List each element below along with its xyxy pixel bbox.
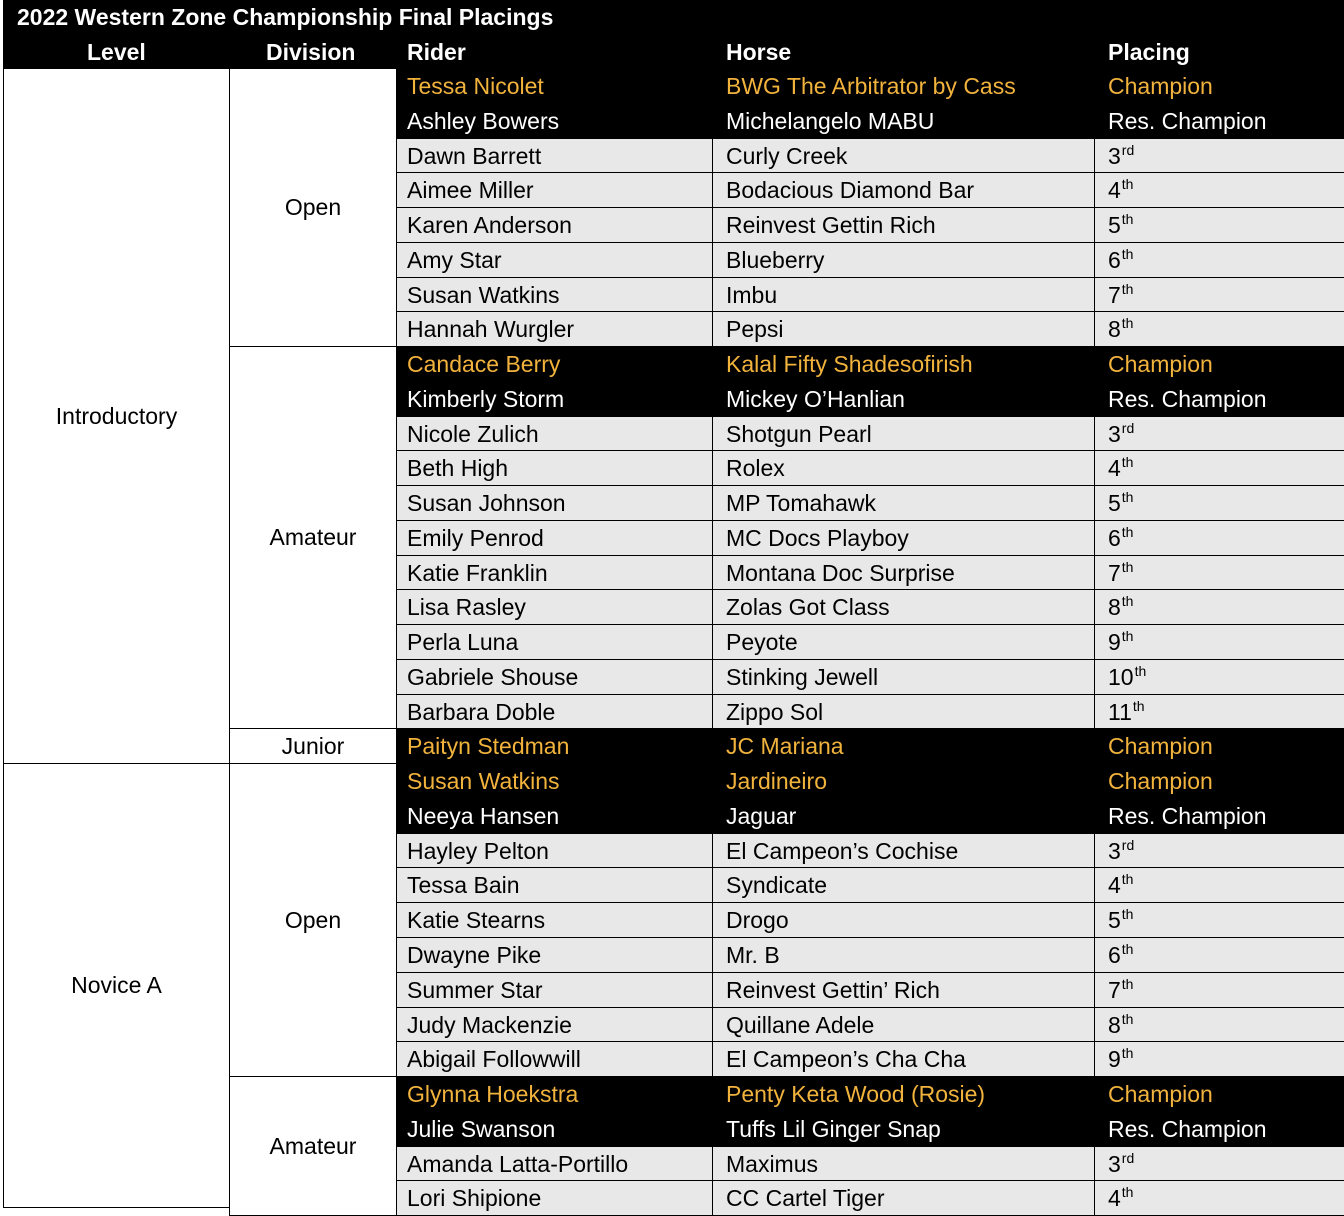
table-row: [396, 903, 1344, 938]
column-divider: [1094, 451, 1095, 485]
column-divider: [1094, 173, 1095, 207]
placing: [1108, 729, 1213, 763]
table-row: [396, 973, 1344, 1008]
column-divider: [712, 903, 713, 937]
placing-suffix: th: [1121, 628, 1134, 644]
placing-suffix: th: [1121, 524, 1134, 540]
horse-name: BWG The Arbitrator by Cass: [726, 73, 1016, 99]
column-divider: [1094, 278, 1095, 311]
column-divider: [712, 417, 713, 450]
column-divider: [712, 451, 713, 485]
horse-name: Zolas Got Class: [726, 594, 890, 620]
column-divider: [1094, 1008, 1095, 1041]
placing: [1108, 868, 1133, 902]
column-divider: [712, 973, 713, 1007]
placing-value: Champion: [1108, 351, 1213, 377]
placing: [1108, 312, 1133, 346]
column-divider: [1094, 695, 1095, 728]
placing-value: 7: [1108, 282, 1121, 308]
placing: [1108, 347, 1213, 381]
placing: [1108, 625, 1133, 659]
placing-value: 6: [1108, 247, 1121, 273]
table-row: [396, 556, 1344, 590]
table-row: [396, 799, 1344, 834]
placing: [1108, 903, 1133, 937]
placing-suffix: th: [1121, 593, 1134, 609]
title-bar: [3, 0, 1344, 35]
placing-value: 9: [1108, 629, 1121, 655]
table-row: [396, 1077, 1344, 1112]
placing-suffix: th: [1121, 281, 1134, 297]
column-divider: [1094, 312, 1095, 346]
division-cell: [229, 729, 397, 764]
placing-suffix: th: [1121, 315, 1134, 331]
placing: [1108, 173, 1133, 207]
horse-name: Stinking Jewell: [726, 664, 879, 690]
placing-value: 10: [1108, 664, 1134, 690]
table-row: [396, 1181, 1344, 1216]
placing-suffix: th: [1121, 871, 1134, 887]
column-divider: [1094, 1042, 1095, 1076]
rider-name: Nicole Zulich: [407, 421, 539, 447]
placing-value: 3: [1108, 143, 1121, 169]
table-row: [396, 208, 1344, 243]
horse-name: Shotgun Pearl: [726, 421, 872, 447]
column-divider: [712, 173, 713, 207]
placing: [1108, 521, 1133, 555]
placing: [1108, 1181, 1133, 1215]
placing-suffix: th: [1134, 663, 1147, 679]
horse-name: El Campeon’s Cochise: [726, 838, 959, 864]
table-row: [396, 834, 1344, 868]
column-divider: [712, 868, 713, 902]
column-divider: [712, 1181, 713, 1215]
placing-value: 8: [1108, 1012, 1121, 1038]
horse-name: Curly Creek: [726, 143, 848, 169]
placing: [1108, 834, 1134, 868]
table-row: [396, 1147, 1344, 1181]
horse-name: Mickey O’Hanlian: [726, 386, 905, 412]
column-divider: [712, 139, 713, 172]
horse-name: Montana Doc Surprise: [726, 560, 955, 586]
placing: [1108, 764, 1213, 798]
placing: [1108, 139, 1134, 173]
placing: [1108, 799, 1267, 833]
horse-name: Jaguar: [726, 803, 797, 829]
placing-suffix: th: [1132, 698, 1145, 714]
column-divider: [712, 695, 713, 728]
placing: [1108, 1077, 1213, 1111]
header-placing: Placing: [1108, 39, 1190, 65]
placing-suffix: th: [1121, 176, 1134, 192]
table-row: [396, 625, 1344, 660]
division-cell: [229, 1077, 397, 1216]
column-divider: [1094, 243, 1095, 277]
column-header-row: [3, 35, 1344, 69]
rider-name: Emily Penrod: [407, 525, 544, 551]
rider-name: Aimee Miller: [407, 177, 534, 203]
header-horse: Horse: [726, 39, 792, 65]
placing: [1108, 243, 1133, 277]
placing-value: 7: [1108, 560, 1121, 586]
placing: [1108, 590, 1133, 624]
placing-value: 6: [1108, 942, 1121, 968]
division-label: Open: [284, 194, 342, 220]
column-divider: [712, 486, 713, 520]
column-divider: [1094, 868, 1095, 902]
column-divider: [1094, 625, 1095, 659]
rider-name: Paityn Stedman: [407, 733, 570, 759]
division-label: Amateur: [269, 524, 357, 550]
rider-name: Glynna Hoekstra: [407, 1081, 579, 1107]
placing-value: 8: [1108, 594, 1121, 620]
division-label: Amateur: [269, 1132, 357, 1159]
horse-name: Kalal Fifty Shadesofirish: [726, 351, 973, 377]
header-division: Division: [266, 39, 356, 65]
horse-name: MP Tomahawk: [726, 490, 876, 516]
header-rider: Rider: [407, 39, 466, 65]
placing-value: 3: [1108, 1151, 1121, 1177]
placing-suffix: th: [1121, 1184, 1134, 1200]
rider-name: Susan Watkins: [407, 282, 560, 308]
placing-value: 3: [1108, 838, 1121, 864]
placing: [1108, 486, 1133, 520]
column-divider: [1094, 556, 1095, 589]
horse-name: Mr. B: [726, 942, 780, 968]
placing-suffix: th: [1121, 246, 1134, 262]
table-row: [396, 69, 1344, 104]
rider-name: Judy Mackenzie: [407, 1012, 572, 1038]
table-row: [396, 660, 1344, 695]
horse-name: Peyote: [726, 629, 798, 655]
placing-value: 9: [1108, 1046, 1121, 1072]
header-level: Level: [87, 39, 146, 65]
rider-name: Dwayne Pike: [407, 942, 542, 968]
rider-name: Perla Luna: [407, 629, 519, 655]
column-divider: [712, 556, 713, 589]
horse-name: Blueberry: [726, 247, 825, 273]
table-row: [396, 139, 1344, 173]
column-divider: [712, 660, 713, 694]
column-divider: [712, 834, 713, 867]
placing: [1108, 382, 1267, 416]
placing: [1108, 1042, 1133, 1076]
placing: [1108, 208, 1133, 242]
placing-suffix: th: [1121, 941, 1134, 957]
division-cell: [229, 347, 397, 729]
level-cell: [3, 69, 230, 764]
level-label: Introductory: [55, 402, 178, 429]
table-row: [396, 486, 1344, 521]
division-cell: [229, 69, 397, 347]
placing: [1108, 1112, 1267, 1146]
horse-name: Reinvest Gettin Rich: [726, 212, 936, 238]
placing: [1108, 451, 1133, 485]
column-divider: [1094, 139, 1095, 172]
placing: [1108, 104, 1267, 138]
horse-name: El Campeon’s Cha Cha: [726, 1046, 966, 1072]
column-divider: [1094, 590, 1095, 624]
rider-name: Hannah Wurgler: [407, 316, 575, 342]
table-row: [396, 417, 1344, 451]
rider-name: Dawn Barrett: [407, 143, 542, 169]
placing: [1108, 1147, 1134, 1181]
placing-value: 5: [1108, 907, 1121, 933]
placing-value: 4: [1108, 177, 1121, 203]
placing-value: 5: [1108, 490, 1121, 516]
horse-name: Imbu: [726, 282, 778, 308]
table-row: [396, 1042, 1344, 1077]
rider-name: Beth High: [407, 455, 509, 481]
column-divider: [1094, 208, 1095, 242]
table-row: [396, 382, 1344, 417]
column-divider: [1094, 903, 1095, 937]
rider-name: Tessa Bain: [407, 872, 520, 898]
level-cell: [3, 764, 230, 1208]
rider-name: Kimberly Storm: [407, 386, 565, 412]
placing-suffix: rd: [1121, 837, 1135, 853]
placing-value: Res. Champion: [1108, 803, 1267, 829]
column-divider: [1094, 521, 1095, 555]
rider-name: Tessa Nicolet: [407, 73, 544, 99]
placing-value: 6: [1108, 525, 1121, 551]
column-divider: [1094, 660, 1095, 694]
placing-value: Res. Champion: [1108, 108, 1267, 134]
horse-name: Rolex: [726, 455, 785, 481]
column-divider: [712, 1008, 713, 1041]
horse-name: Pepsi: [726, 316, 784, 342]
column-divider: [1094, 834, 1095, 867]
placing-suffix: th: [1121, 211, 1134, 227]
placing-value: 8: [1108, 316, 1121, 342]
horse-name: Reinvest Gettin’ Rich: [726, 977, 940, 1003]
placing-suffix: th: [1121, 489, 1134, 505]
column-divider: [1094, 1181, 1095, 1215]
placing-value: Champion: [1108, 768, 1213, 794]
placing-value: 5: [1108, 212, 1121, 238]
placing: [1108, 938, 1133, 972]
horse-name: Maximus: [726, 1151, 819, 1177]
table-row: [396, 312, 1344, 347]
column-divider: [1094, 486, 1095, 520]
rider-name: Amanda Latta-Portillo: [407, 1151, 629, 1177]
horse-name: Bodacious Diamond Bar: [726, 177, 975, 203]
column-divider: [712, 1147, 713, 1180]
table-row: [396, 1008, 1344, 1042]
column-divider: [712, 938, 713, 972]
rider-name: Ashley Bowers: [407, 108, 560, 134]
horse-name: Michelangelo MABU: [726, 108, 935, 134]
rider-name: Susan Johnson: [407, 490, 566, 516]
placing: [1108, 1008, 1133, 1042]
rider-name: Julie Swanson: [407, 1116, 556, 1142]
table-row: [396, 868, 1344, 903]
column-divider: [1094, 417, 1095, 450]
placing-value: Res. Champion: [1108, 386, 1267, 412]
horse-name: Zippo Sol: [726, 699, 824, 725]
horse-name: Quillane Adele: [726, 1012, 875, 1038]
rider-name: Abigail Followwill: [407, 1046, 581, 1072]
column-divider: [712, 208, 713, 242]
column-divider: [1094, 938, 1095, 972]
level-label: Novice A: [71, 972, 162, 998]
placing-suffix: th: [1121, 1045, 1134, 1061]
table-row: [396, 938, 1344, 973]
placing-value: 11: [1108, 699, 1132, 725]
table-row: [396, 521, 1344, 556]
horse-name: JC Mariana: [726, 733, 844, 759]
placing: [1108, 973, 1133, 1007]
table-row: [396, 590, 1344, 625]
placing: [1108, 695, 1145, 729]
table-row: [396, 729, 1344, 764]
placing: [1108, 417, 1134, 451]
rider-name: Summer Star: [407, 977, 543, 1003]
placing-suffix: rd: [1121, 142, 1135, 158]
placing-value: 4: [1108, 1185, 1121, 1211]
table-row: [396, 243, 1344, 278]
table-row: [396, 104, 1344, 139]
column-divider: [1094, 1147, 1095, 1180]
table-row: [396, 451, 1344, 486]
horse-name: CC Cartel Tiger: [726, 1185, 885, 1211]
table-row: [396, 347, 1344, 382]
table-row: [396, 695, 1344, 729]
placing-value: Champion: [1108, 73, 1213, 99]
rider-name: Susan Watkins: [407, 768, 560, 794]
column-divider: [712, 590, 713, 624]
placing-suffix: th: [1121, 976, 1134, 992]
table-row: [396, 764, 1344, 799]
placing-value: 4: [1108, 872, 1121, 898]
horse-name: Drogo: [726, 907, 789, 933]
column-divider: [712, 312, 713, 346]
placing: [1108, 556, 1133, 590]
placing-suffix: th: [1121, 454, 1134, 470]
placing: [1108, 278, 1133, 312]
rider-name: Katie Stearns: [407, 907, 546, 933]
rider-name: Neeya Hansen: [407, 803, 560, 829]
horse-name: Penty Keta Wood (Rosie): [726, 1081, 986, 1107]
table-row: [396, 1112, 1344, 1147]
placing-value: Champion: [1108, 1081, 1213, 1107]
placing-suffix: th: [1121, 1011, 1134, 1027]
rider-name: Lori Shipione: [407, 1185, 542, 1211]
placing-value: 7: [1108, 977, 1121, 1003]
rider-name: Candace Berry: [407, 351, 561, 377]
column-divider: [712, 278, 713, 311]
horse-name: Tuffs Lil Ginger Snap: [726, 1116, 941, 1142]
rider-name: Amy Star: [407, 247, 502, 273]
column-divider: [712, 1042, 713, 1076]
table-row: [396, 173, 1344, 208]
horse-name: MC Docs Playboy: [726, 525, 909, 551]
placing-value: Res. Champion: [1108, 1116, 1267, 1142]
rider-name: Hayley Pelton: [407, 838, 549, 864]
rider-name: Katie Franklin: [407, 560, 548, 586]
placing: [1108, 660, 1146, 694]
rider-name: Lisa Rasley: [407, 594, 526, 620]
horse-name: Syndicate: [726, 872, 828, 898]
placing-suffix: th: [1121, 559, 1134, 575]
horse-name: Jardineiro: [726, 768, 827, 794]
placing-value: Champion: [1108, 733, 1213, 759]
column-divider: [712, 625, 713, 659]
rider-name: Gabriele Shouse: [407, 664, 579, 690]
table-row: [396, 278, 1344, 312]
placing-suffix: rd: [1121, 420, 1135, 436]
sheet-title: 2022 Western Zone Championship Final Placings: [17, 4, 554, 30]
placing-value: 4: [1108, 455, 1121, 481]
placing: [1108, 69, 1213, 103]
column-divider: [712, 243, 713, 277]
placing-suffix: th: [1121, 906, 1134, 922]
rider-name: Barbara Doble: [407, 699, 556, 725]
division-label: Junior: [281, 732, 345, 759]
placing-suffix: rd: [1121, 1150, 1135, 1166]
placing-value: 3: [1108, 421, 1121, 447]
division-cell: [229, 764, 397, 1077]
division-label: Open: [284, 906, 342, 933]
column-divider: [712, 521, 713, 555]
rider-name: Karen Anderson: [407, 212, 572, 238]
column-divider: [1094, 973, 1095, 1007]
